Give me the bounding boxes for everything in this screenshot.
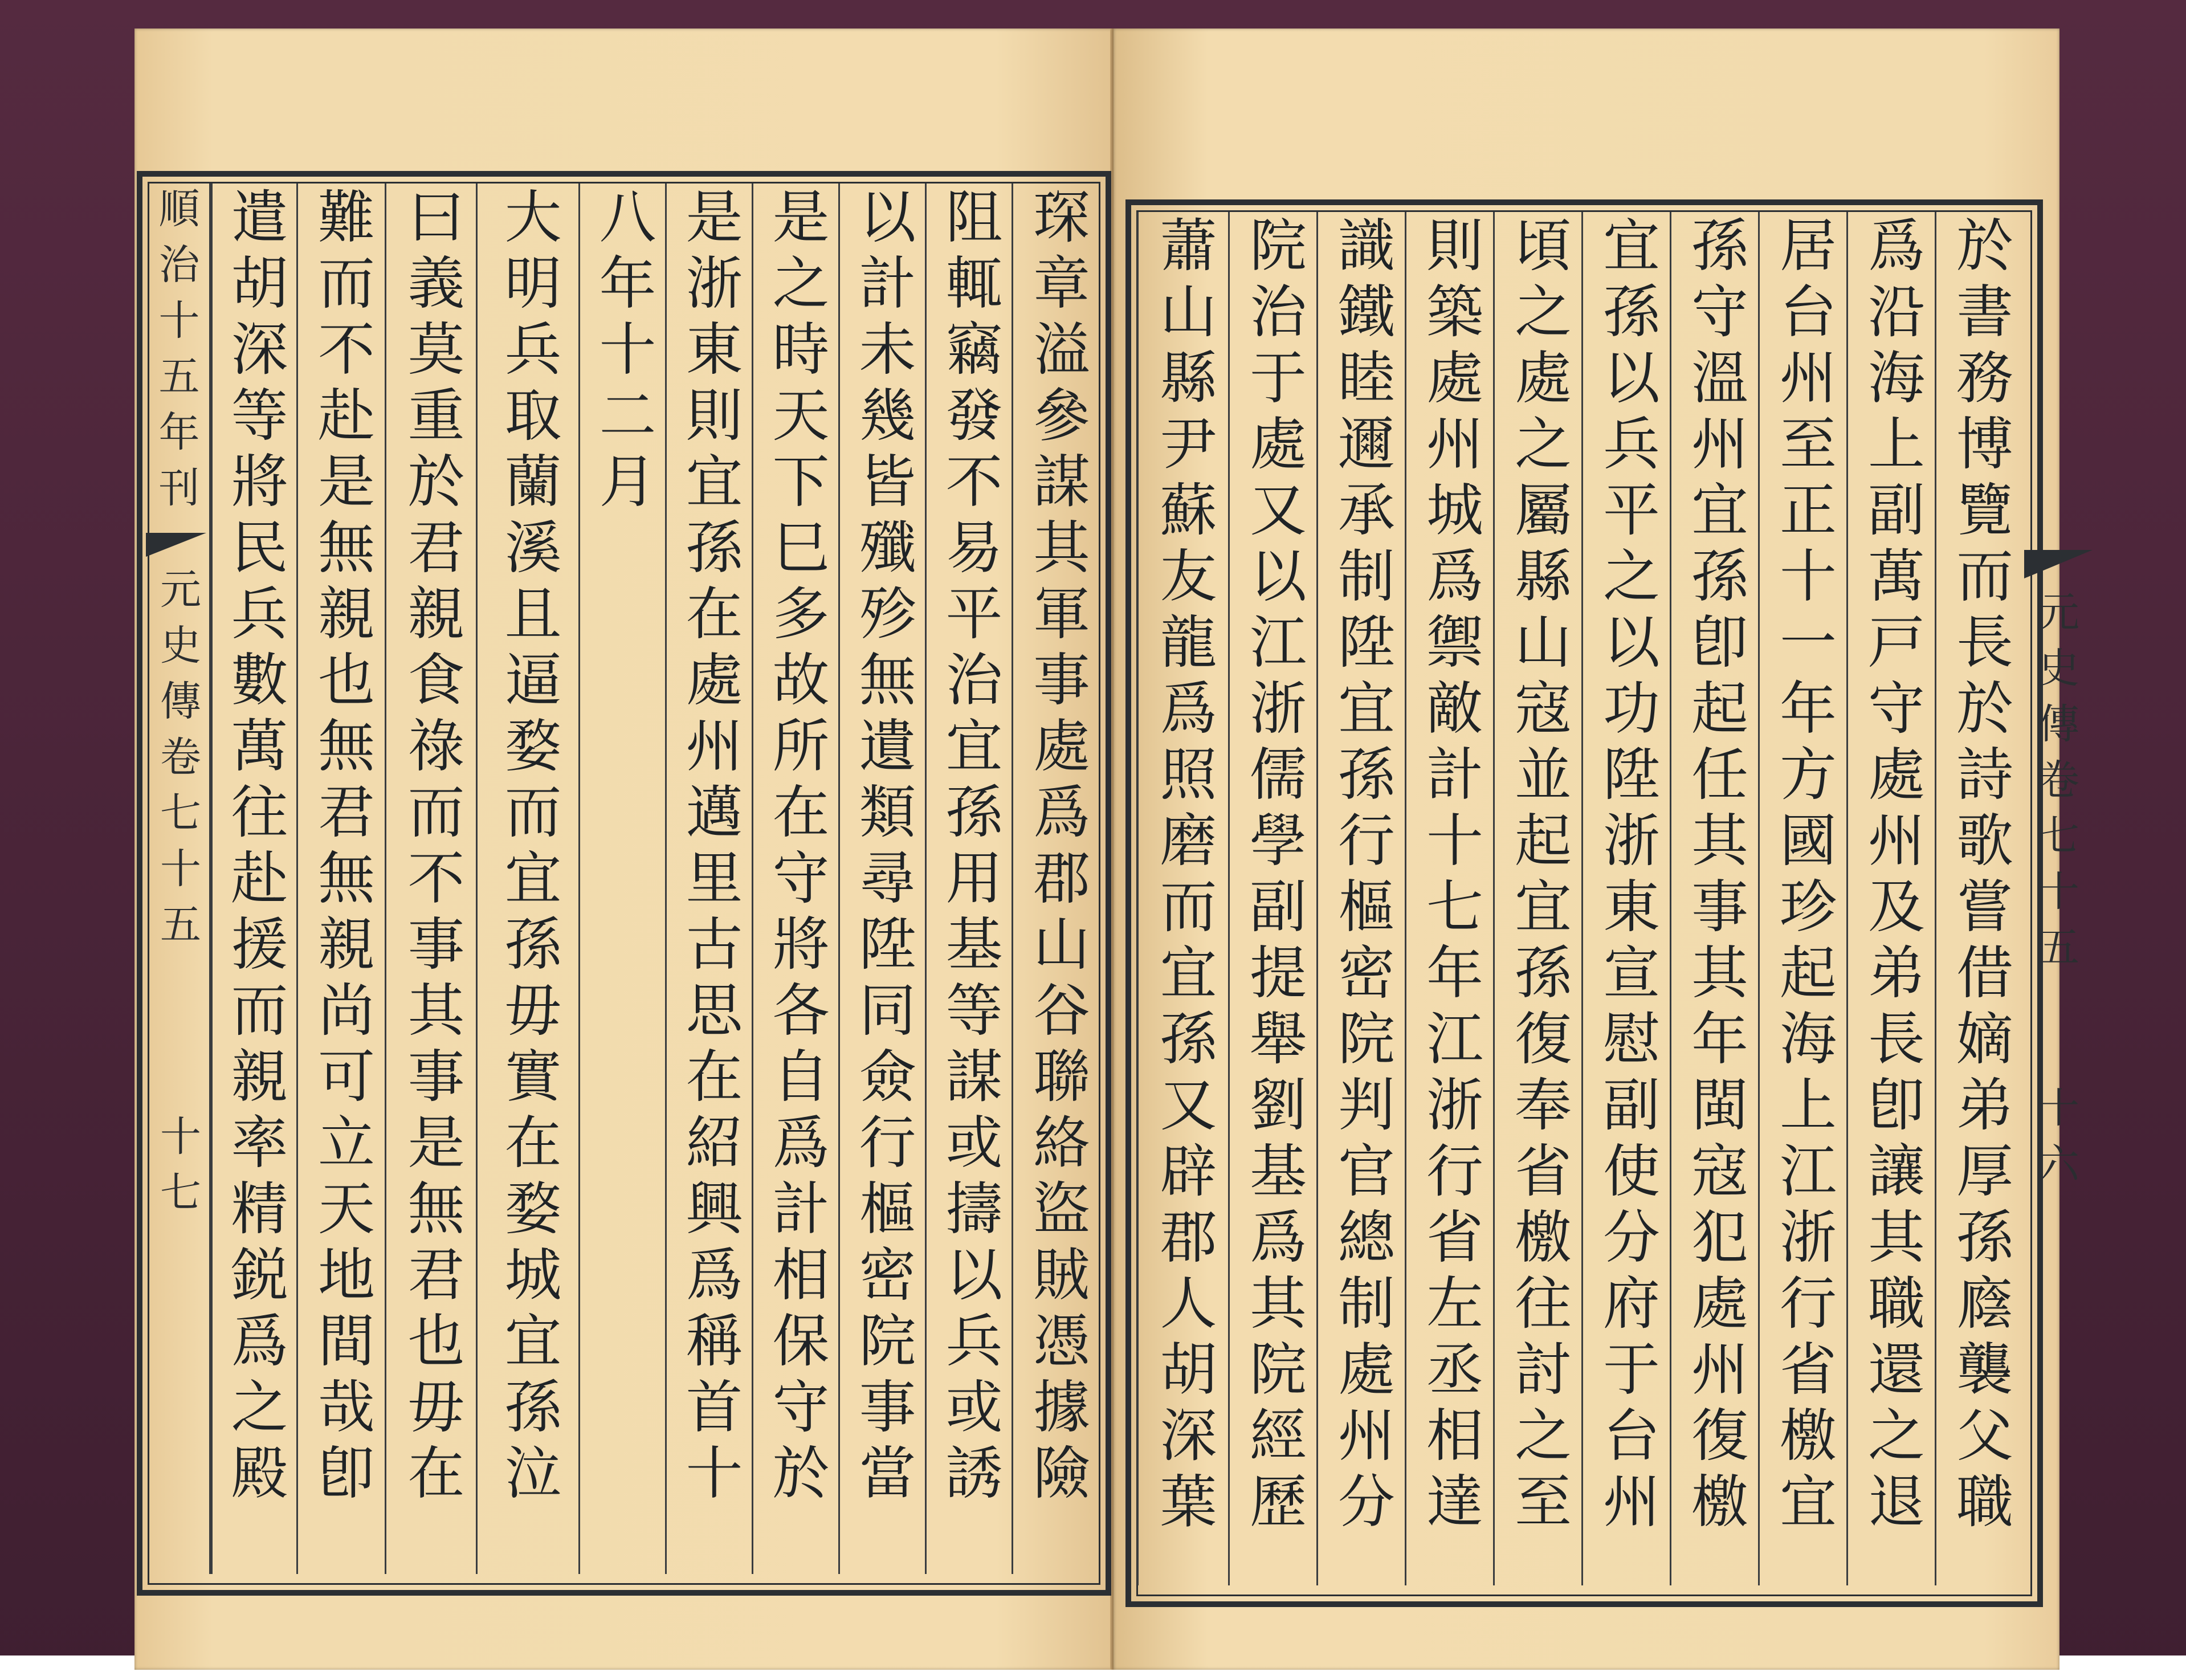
text-column: 是之時天下巳多故所在守將各自爲計相保守於 (752, 184, 838, 1574)
text-column: 蕭山縣尹蘇友龍爲照磨而宜孫又辟郡人胡深葉 (1137, 212, 1228, 1585)
edition-label: 順治十五年刊 (152, 187, 200, 522)
text-column: 遣胡深等將民兵數萬往赴援而親率精鋭爲之殿 (211, 184, 296, 1574)
text-column: 宜孫以兵平之以功陞浙東宣慰副使分府于台州 (1581, 212, 1670, 1585)
left-margin-leaf: 十七 (153, 1115, 201, 1226)
text-column: 居台州至正十一年方國珍起海上江浙行省檄宜 (1758, 212, 1846, 1585)
left-margin-title: 元史傳卷七十五 (153, 568, 201, 959)
text-column: 難而不赴是無親也無君無親尚可立天地間哉卽 (296, 184, 385, 1574)
text-column: 曰義莫重於君親食祿而不事其事是無君也毋在 (385, 184, 476, 1574)
right-margin-leaf: 十六 (2032, 1086, 2079, 1198)
text-column: 阻輒竊發不易平治宜孫用基等謀或擣以兵或誘 (925, 184, 1012, 1574)
text-column: 孫守溫州宜孫卽起任其事其年閩寇犯處州復檄 (1670, 212, 1758, 1585)
fishtail-marker (2024, 550, 2093, 578)
text-column: 院治于處又以江浙儒學副提舉劉基爲其院經歷 (1228, 212, 1316, 1585)
text-column: 則築處州城爲禦敵計十七年江浙行省左丞相達 (1405, 212, 1493, 1585)
text-column: 是浙東則宜孫在處州邁里古思在紹興爲稱首十 (665, 184, 752, 1574)
text-column: 以計未幾皆殲殄無遺類尋陞同僉行樞密院事當 (838, 184, 925, 1574)
fishtail-marker (146, 533, 206, 557)
text-column: 爲沿海上副萬戸守處州及弟長卽讓其職還之退 (1846, 212, 1935, 1585)
text-column: 於書務博覽而長於詩歌嘗借嫡弟厚孫廕襲父職 (1935, 212, 2023, 1585)
right-margin-title: 元史傳卷七十五 (2032, 590, 2079, 981)
text-column: 大明兵取蘭溪且逼婺而宜孫毋實在婺城宜孫泣 (476, 184, 578, 1574)
text-column: 琛章溢參謀其軍事處爲郡山谷聯絡盜賊憑據險 (1012, 184, 1100, 1574)
text-column: 八年十二月 (578, 184, 665, 1574)
text-column: 識鐵睦邇承制陞宜孫行樞密院判官總制處州分 (1316, 212, 1405, 1585)
text-column: 頃之處之屬縣山寇並起宜孫復奉省檄往討之至 (1493, 212, 1581, 1585)
